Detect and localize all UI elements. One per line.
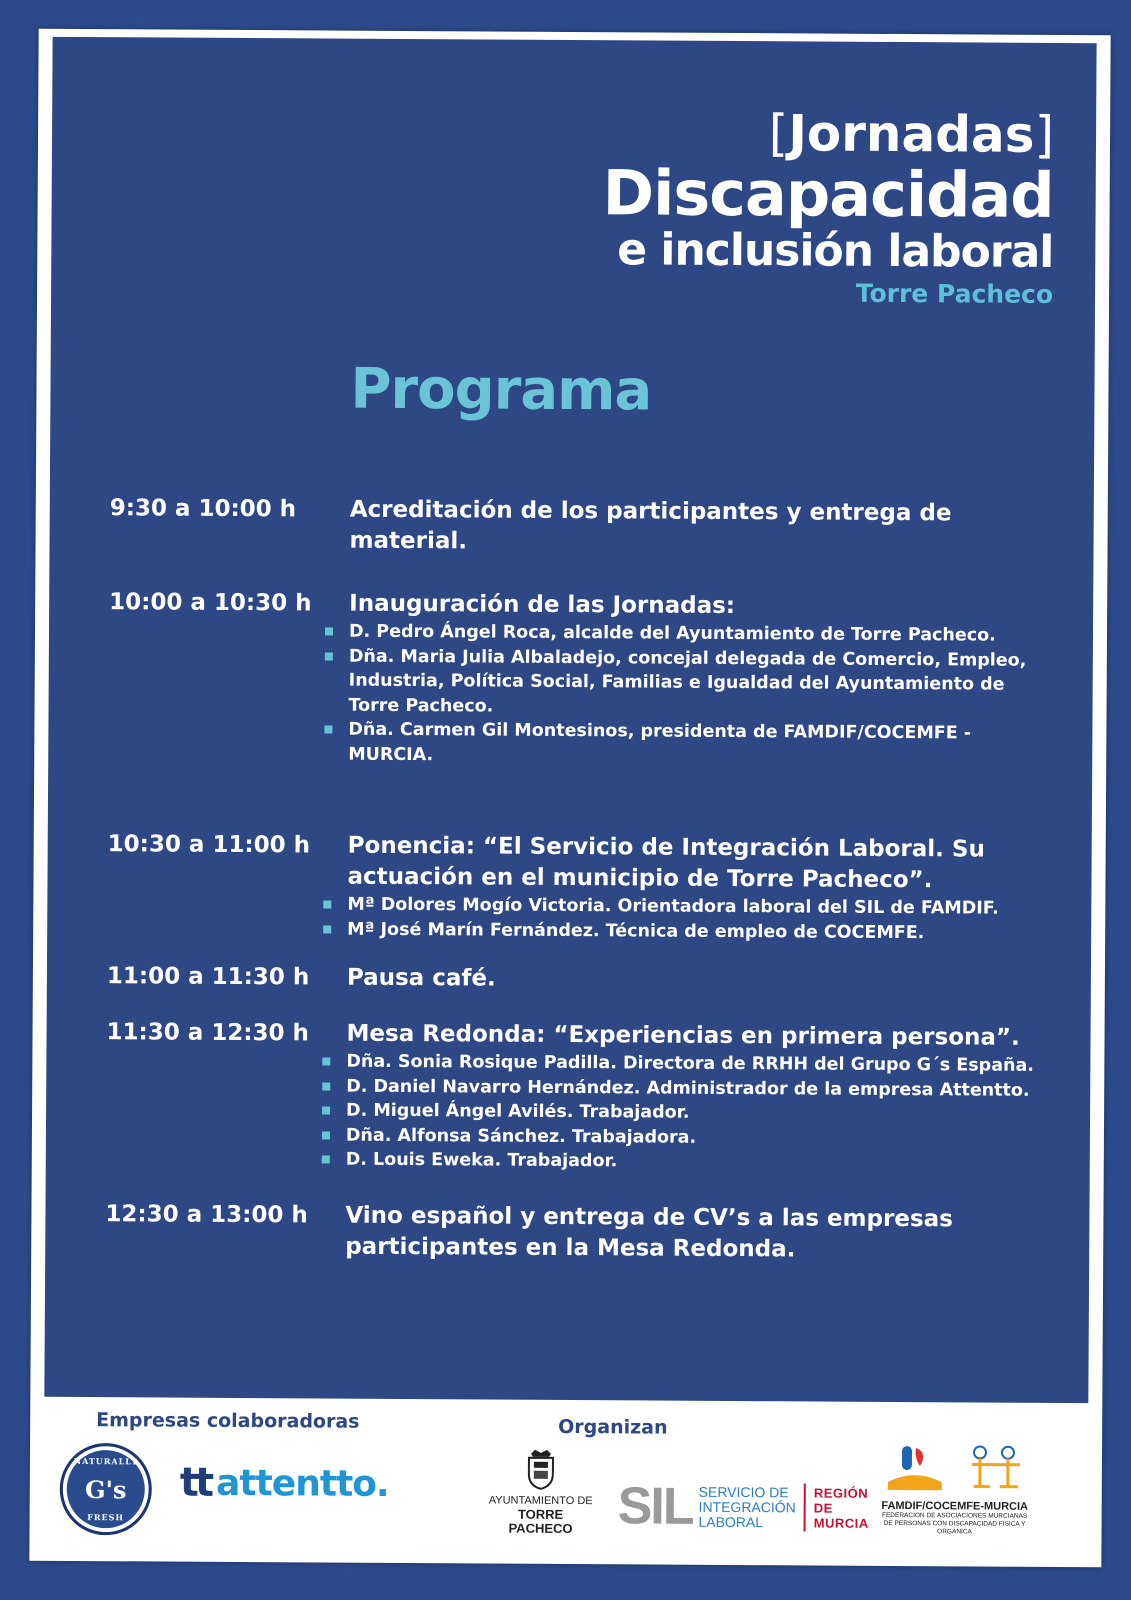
schedule-time: 12:30 a 13:00 h: [105, 1201, 308, 1229]
list-item: Dña. Sonia Rosique Padilla. Directora de RRHH del Grupo G´s España.: [346, 1050, 1066, 1079]
list-item: Dña. Maria Julia Albaladejo, concejal delegada de Comercio, Empleo, Industria, Política Social, Familias e Igualdad del Ayuntamiento de Torre Pacheco.: [348, 644, 1048, 722]
list-item: D. Daniel Navarro Hernández. Administrador de la empresa Attentto.: [346, 1074, 1066, 1103]
event-location: Torre Pacheco: [855, 278, 1054, 309]
schedule-row: [105, 1199, 1065, 1275]
poster-blue-panel: [44, 37, 1096, 1403]
list-item: Mª José Marín Fernández. Técnica de empleo de COCEMFE.: [347, 917, 1067, 946]
event-title-block: [602, 104, 1054, 311]
schedule-title: Acreditación de los participantes y entrega de material.: [349, 496, 952, 555]
gs-logo: NATURALLY G's FRESH: [59, 1443, 152, 1536]
program-title: Programa: [350, 356, 652, 424]
list-item: Dña. Alfonsa Sánchez. Trabajadora.: [346, 1123, 1066, 1152]
famdif-emblem-icon: [884, 1442, 946, 1496]
schedule-time: 10:30 a 11:00 h: [107, 831, 311, 859]
speaker-list: [347, 893, 1067, 946]
schedule-row: [108, 587, 1069, 835]
schedule-time: 9:30 a 10:00 h: [109, 495, 297, 523]
sil-logo: SIL SERVICIO DE INTEGRACIÓN LABORAL REGIÓN DE MURCIA: [617, 1477, 869, 1536]
poster: [29, 29, 1110, 1568]
schedule-time: 11:30 a 12:30 h: [106, 1019, 309, 1047]
list-item: D. Miguel Ángel Avilés. Trabajador.: [346, 1099, 1066, 1128]
schedule-row: [106, 1017, 1067, 1205]
list-item: Dña. Carmen Gil Montesinos, presidenta de FAMDIF/COCEMFE - MURCIA.: [348, 718, 1048, 771]
speaker-list: [346, 1050, 1067, 1177]
event-word: [Jornadas]: [768, 104, 1055, 164]
schedule: [105, 493, 1070, 1275]
schedule-title: Pausa café.: [346, 964, 496, 992]
schedule-title: Ponencia: “El Servicio de Integración Laboral. Su actuación en el municipio de Torre Pacheco”.: [347, 832, 985, 894]
famdif-logo: FAMDIF/COCEMFE-MURCIA FEDERACION DE ASOCIACIONES MURCIANAS DE PERSONAS CON DISCAPACIDAD FISICA Y ORGANICA: [869, 1442, 1040, 1537]
event-title-line1: Discapacidad: [602, 156, 1054, 232]
coat-of-arms-icon: [523, 1448, 559, 1490]
schedule-time: 10:00 a 10:30 h: [109, 589, 312, 617]
schedule-time: 11:00 a 11:30 h: [106, 963, 310, 991]
cocemfe-emblem-icon: [966, 1442, 1026, 1496]
schedule-title: Inauguración de las Jornadas:: [349, 590, 736, 620]
collaborators-label: Empresas colaboradoras: [96, 1409, 360, 1433]
speaker-list: [348, 620, 1049, 771]
schedule-row: [107, 961, 1067, 1023]
schedule-title: Vino español y entrega de CV’s a las empresas participantes en la Mesa Redonda.: [345, 1202, 953, 1263]
ayuntamiento-logo: AYUNTAMIENTO DE TORRE PACHECO: [487, 1448, 594, 1537]
schedule-row: [107, 829, 1068, 967]
schedule-title: Mesa Redonda: “Experiencias en primera persona”.: [346, 1020, 1020, 1051]
schedule-row: [109, 493, 1070, 593]
event-title-line2: e inclusión laboral: [617, 224, 1054, 278]
list-item: D. Pedro Ángel Roca, alcalde del Ayuntamiento de Torre Pacheco.: [349, 620, 1049, 649]
attentto-logo: tt attentto.: [179, 1459, 389, 1506]
list-item: D. Louis Eweka. Trabajador.: [346, 1148, 1066, 1177]
list-item: Mª Dolores Mogío Victoria. Orientadora laboral del SIL de FAMDIF.: [347, 893, 1067, 922]
organizers-label: Organizan: [558, 1415, 668, 1439]
